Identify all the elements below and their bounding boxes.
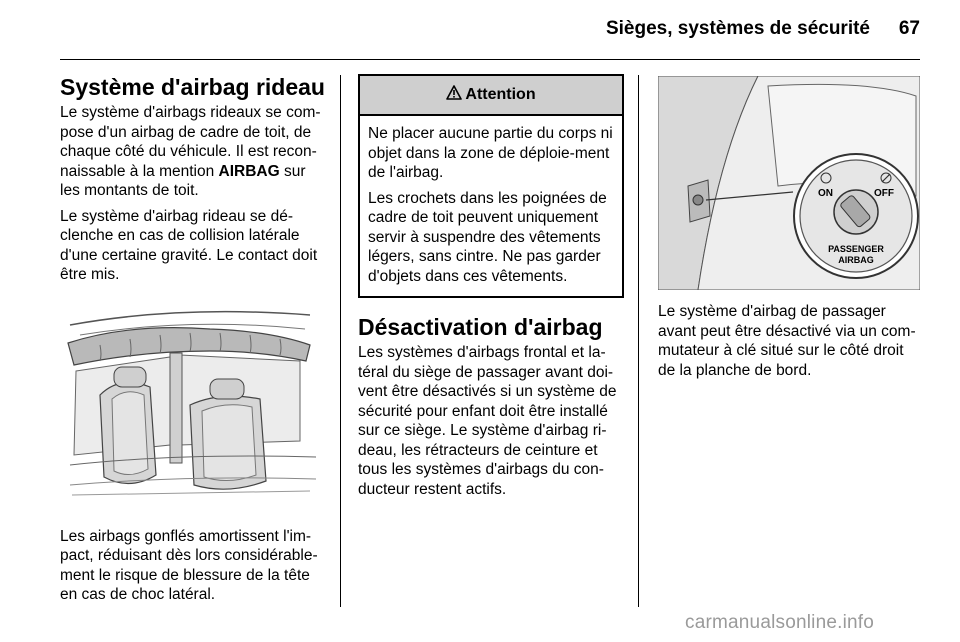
paragraph-curtain-intro: Le système d'airbags rideaux se com-pose d'un airbag de cadre de toit, de chaque côté du véhicule. Il est recon-naissable à la mention AIRBAG sur les montants de toit. xyxy=(60,104,321,199)
curtain-airbag-illustration xyxy=(60,295,322,515)
attention-title: Attention xyxy=(465,86,536,104)
header-title: Sièges, systèmes de sécurité xyxy=(605,18,870,39)
column-3 xyxy=(658,74,922,386)
airbag-key-switch-illustration xyxy=(658,76,920,290)
column-1 xyxy=(60,74,326,611)
page-number: 67 xyxy=(898,18,920,39)
watermark: carmanualsonline.info xyxy=(685,612,875,633)
figure-caption: Les airbags gonflés amortissent l'im-pact, réduisant dès lors considérable-ment le risque de blessure de la tête en cas de choc latéral. xyxy=(60,527,318,603)
warning-triangle-icon xyxy=(446,85,462,106)
column-2 xyxy=(358,74,624,505)
switch-on-label: ON xyxy=(818,188,833,199)
switch-label-line-1: PASSENGER xyxy=(828,244,884,254)
switch-label-line-2: AIRBAG xyxy=(838,255,874,265)
switch-off-label: OFF xyxy=(874,188,894,199)
attention-paragraph-2: Les crochets dans les poignées de cadre de toit peuvent uniquement servir à suspendre des vêtements légers, sans cintre. Ne pas garder d'objets dans ces vêtements. xyxy=(368,189,607,285)
airbag-marking: AIRBAG xyxy=(218,162,280,180)
attention-body xyxy=(360,116,622,296)
header-rule xyxy=(60,59,920,60)
section-title-airbag-deactivation: Désactivation d'airbag xyxy=(358,314,603,340)
section-title-curtain-airbag: Système d'airbag rideau xyxy=(60,74,325,100)
paragraph-deactivation: Les systèmes d'airbags frontal et la-téral du siège de passager avant doi-vent être désactivés si un système de sécurité pour enfant doit être installé sur ce siège. Le système d'airbag ri-deau, les rétracteurs de ceinture et tous les systèmes d'airbags du con-ducteur restent actifs. xyxy=(358,344,617,498)
column-divider-2 xyxy=(638,75,639,607)
paragraph-curtain-trigger: Le système d'airbag rideau se dé-clenche en cas de collision latérale d'une certaine gravité. Le contact doit être mis. xyxy=(60,207,318,283)
attention-paragraph-1: Ne placer aucune partie du corps ni objet dans la zone de déploie-ment de l'airbag. xyxy=(368,125,613,181)
column-divider-1 xyxy=(340,75,341,607)
paragraph-key-switch: Le système d'airbag de passager avant peut être désactivé via un com-mutateur à clé situé sur le côté droit de la planche de bord. xyxy=(658,303,916,379)
attention-header xyxy=(360,76,622,116)
attention-box xyxy=(358,74,624,298)
